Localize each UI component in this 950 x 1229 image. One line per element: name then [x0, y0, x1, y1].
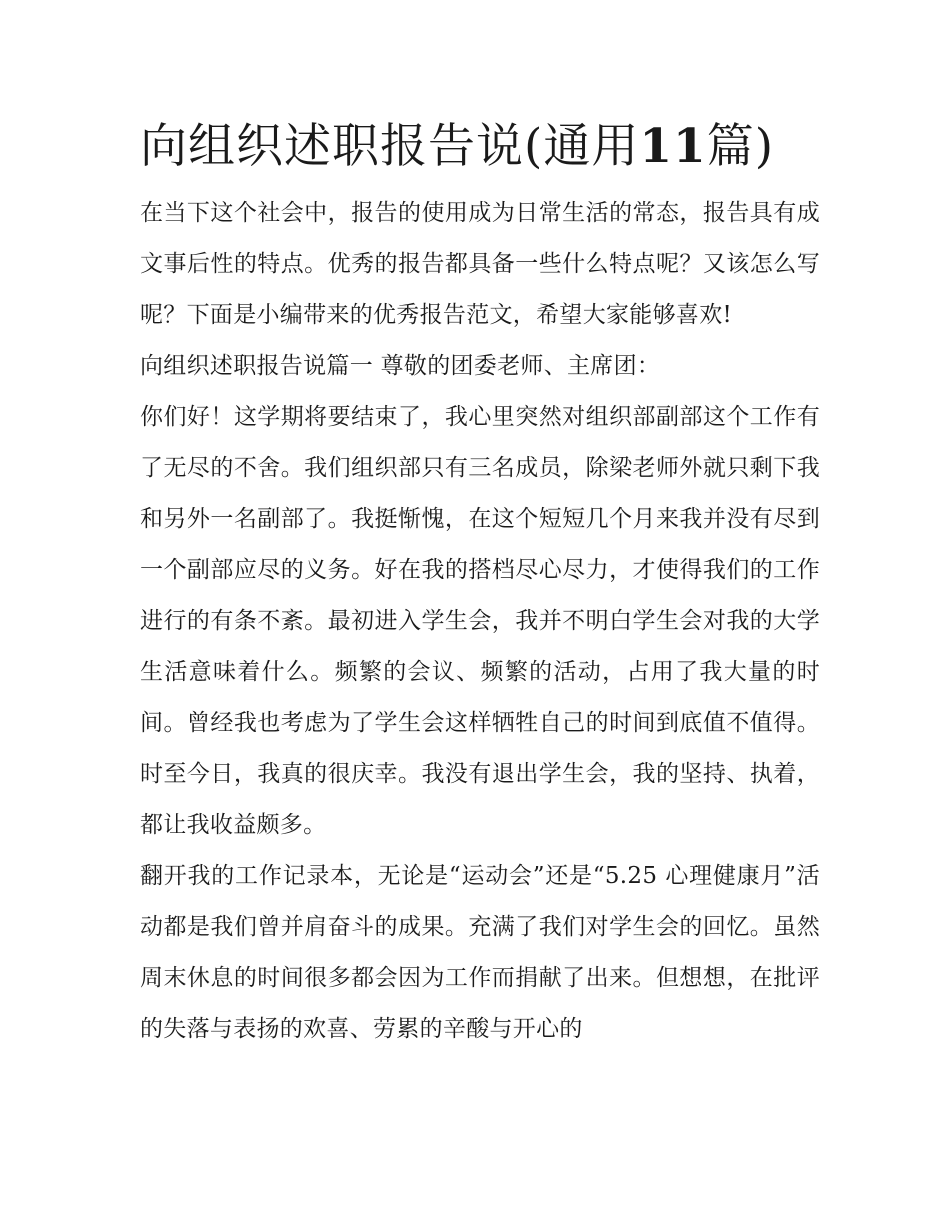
title-number: 11 — [639, 119, 707, 174]
salutation-paragraph: 向组织述职报告说篇一 尊敬的团委老师、主席团： — [140, 353, 661, 379]
title-prefix: 向组织述职报告说(通用 — [140, 119, 640, 174]
body-paragraph-2: 翻开我的工作记录本，无论是“运动会”还是“5.25 心理健康月”活动都是我们曾并肩奋斗的成果。充满了我们对学生会的回忆。虽然周末休息的时间很多都会因为工作而捐献了出来。但想想，在批评的失落与表扬的欢喜、劳累的辛酸与开心的 — [140, 863, 820, 1042]
intro-paragraph: 在当下这个社会中，报告的使用成为日常生活的常态，报告具有成文事后性的特点。优秀的报告都具备一些什么特点呢？又该怎么写呢？下面是小编带来的优秀报告范文，希望大家能够喜欢! — [140, 200, 820, 328]
document-page — [140, 112, 820, 1055]
body-paragraph-1: 你们好！这学期将要结束了，我心里突然对组织部副部这个工作有了无尽的不舍。我们组织部只有三名成员，除梁老师外就只剩下我和另外一名副部了。我挺惭愧，在这个短短几个月来我并没有尽到一个副部应尽的义务。好在我的搭档尽心尽力，才使得我们的工作进行的有条不紊。最初进入学生会，我并不明白学生会对我的大学生活意味着什么。频繁的会议、频繁的活动，占用了我大量的时间。曾经我也考虑为了学生会这样牺牲自己的时间到底值不值得。时至今日，我真的很庆幸。我没有退出学生会，我的坚持、执着，都让我收益颇多。 — [140, 404, 820, 838]
document-title — [140, 112, 820, 182]
title-suffix: 篇) — [706, 119, 775, 174]
